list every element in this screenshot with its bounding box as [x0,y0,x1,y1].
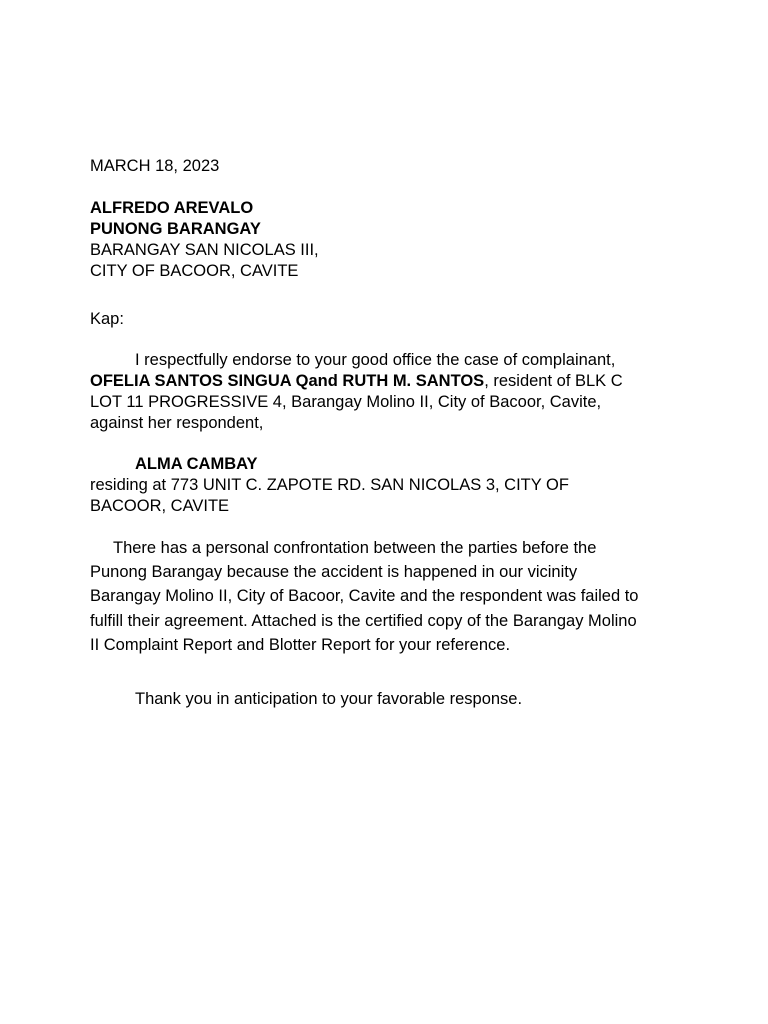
complainants-names: OFELIA SANTOS SINGUA Qand RUTH M. SANTOS [90,372,485,390]
respondent-name: ALMA CAMBAY [135,455,258,473]
body-line1: There has a personal confrontation between the parties before the [113,539,597,557]
body-line2: Punong Barangay because the accident is happened in our vicinity [90,563,578,582]
respondent-address-line1: residing at 773 UNIT C. ZAPOTE RD. SAN NICOLAS 3, CITY OF [90,476,569,494]
endorsement-line3: LOT 11 PROGRESSIVE 4, Barangay Molino II, City of Bacoor, Cavite, [90,393,602,411]
salutation [90,309,690,330]
body-paragraph [90,536,690,657]
date-text: MARCH 18, 2023 [90,157,220,175]
addressee-name: ALFREDO AREVALO [90,199,254,217]
addressee-title: PUNONG BARANGAY [90,220,261,238]
closing-text: Thank you in anticipation to your favorable response. [135,690,523,708]
body-line3: Barangay Molino II, City of Bacoor, Cavite and the respondent was failed to [90,587,639,606]
endorsement-paragraph [90,350,690,434]
body-line5: II Complaint Report and Blotter Report for your reference. [90,635,511,654]
letter-date [90,156,690,177]
closing-paragraph [90,689,690,710]
respondent-block [90,454,690,517]
endorsement-line1: I respectfully endorse to your good office the case of complainant, [135,351,616,369]
respondent-address-line2: BACOOR, CAVITE [90,497,230,515]
salutation-text: Kap: [90,310,124,328]
endorsement-line2-rest: , resident of BLK C [484,372,623,390]
addressee-block [90,198,690,282]
addressee-address-line2: CITY OF BACOOR, CAVITE [90,262,299,280]
endorsement-line4: against her respondent, [90,414,264,432]
addressee-address-line1: BARANGAY SAN NICOLAS III, [90,241,319,259]
body-line4: fulfill their agreement. Attached is the certified copy of the Barangay Molino [90,611,637,630]
endorsement-line2 [90,371,690,392]
